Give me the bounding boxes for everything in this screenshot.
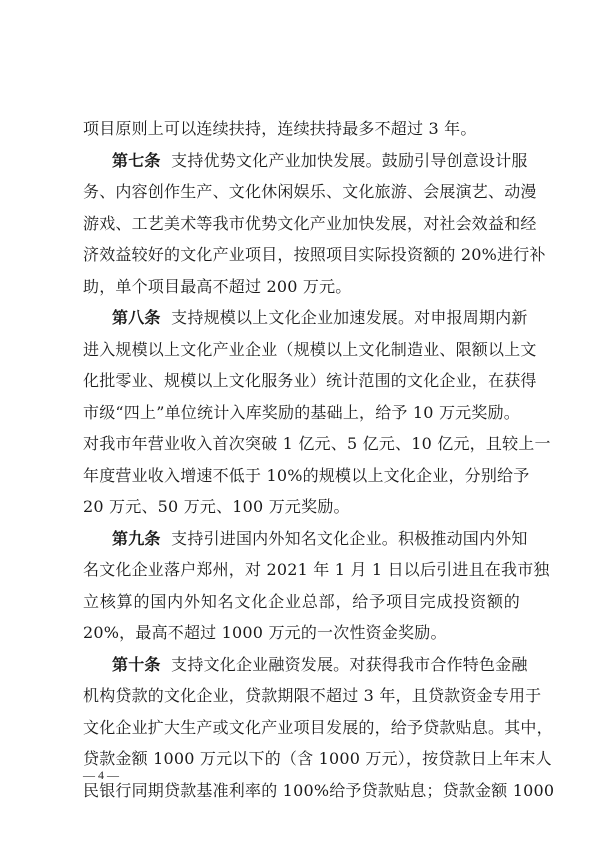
article-label: 第八条 [112,308,161,327]
text-line [83,743,552,775]
line-text: 支持规模以上文化企业加速发展。对申报周期内新 [160,308,528,327]
text-line [83,145,528,177]
line-text: 游戏、工艺美术等我市优势文化产业加快发展，对社会效益和经 [83,213,537,233]
text-line [83,649,528,681]
line-text: 进入规模以上文化产业企业（规模以上文化制造业、限额以上文 [83,339,537,359]
line-text: 立核算的国内外知名文化企业总部，给予项目完成投资额的 [83,591,520,611]
line-text: 市级“四上”单位统计入库奖励的基础上，给予 10 万元奖励。 [83,402,520,422]
body-text [83,113,555,806]
line-text: 项目原则上可以连续扶持，连续扶持最多不超过 3 年。 [83,119,477,138]
line-text: 支持引进国内外知名文化企业。积极推动国内外知 [160,528,528,548]
line-text: 济效益较好的文化产业项目，按照项目实际投资额的 20%进行补 [83,245,546,264]
article-label: 第九条 [112,528,161,548]
text-line [83,712,553,744]
text-line [83,302,528,334]
page-number: — 4 — [83,768,119,782]
text-line [83,680,542,712]
text-line [83,113,520,145]
line-text: 贷款金额 1000 万元以下的（含 1000 万元），按贷款日上年末人 [83,749,552,768]
line-text: 20 万元、50 万元、100 万元奖励。 [83,497,350,516]
line-text: 名文化企业落户郑州，对 2021 年 1 月 1 日以后引进且在我市独 [83,560,550,579]
line-text: 对我市年营业收入首次突破 1 亿元、5 亿元、10 亿元，且较上一 [83,434,551,453]
text-line [83,586,520,618]
text-line [83,775,555,807]
line-text: 文化企业扩大生产或文化产业项目发展的，给予贷款贴息。其中， [83,717,553,737]
article-label: 第七条 [112,150,161,170]
text-line [83,239,546,271]
article-label: 第十条 [112,654,161,674]
text-line [83,365,537,397]
text-line [83,397,520,429]
text-line [83,460,530,492]
line-text: 助，单个项目最高不超过 200 万元。 [83,276,352,296]
text-line [83,554,550,586]
line-text: 20%，最高不超过 1000 万元的一次性资金奖励。 [83,623,447,642]
text-line [83,176,537,208]
text-line [83,271,520,303]
text-line [83,208,537,240]
line-text: 民银行同期贷款基准利率的 100%给予贷款贴息；贷款金额 1000 [83,780,555,800]
text-line [83,334,537,366]
text-line [83,491,520,523]
line-text: 支持优势文化产业加快发展。鼓励引导创意设计服 [160,150,528,170]
line-text: 支持文化企业融资发展。对获得我市合作特色金融 [160,654,528,674]
line-text: 机构贷款的文化企业，贷款期限不超过 3 年，且贷款资金专用于 [83,686,542,705]
line-text: 年度营业收入增速不低于 10%的规模以上文化企业，分别给予 [83,465,530,485]
text-line [83,428,551,460]
line-text: 化批零业、规模以上文化服务业）统计范围的文化企业，在获得 [83,371,537,390]
line-text: 务、内容创作生产、文化休闲娱乐、文化旅游、会展演艺、动漫 [83,182,537,201]
text-line [83,523,528,555]
text-line [83,617,520,649]
